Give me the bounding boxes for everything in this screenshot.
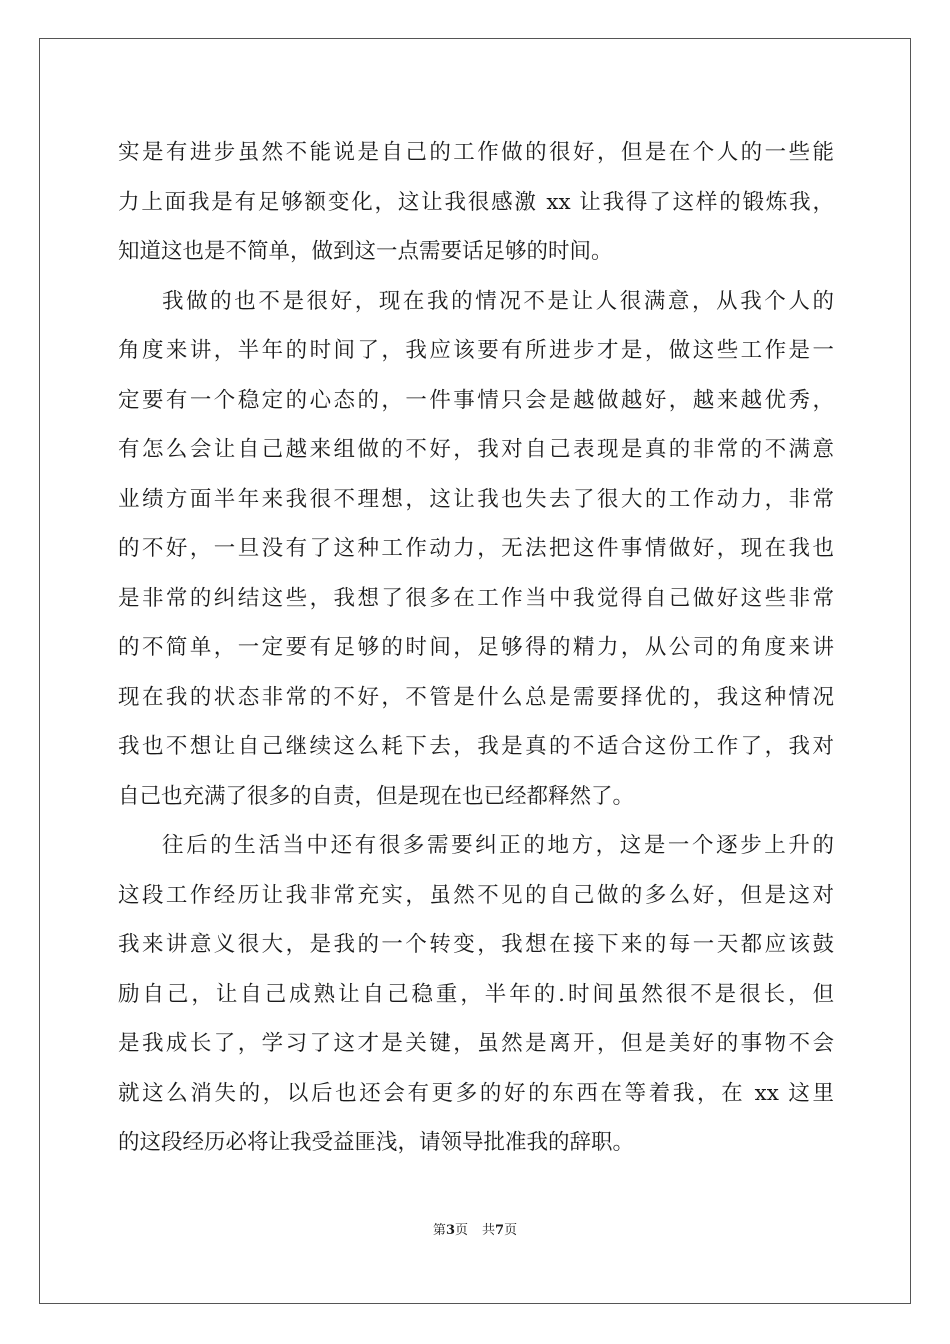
paragraph-1 [118,128,834,277]
text-line: 这段工作经历让我非常充实，虽然不见的自己做的多么好，但是这对 [118,882,834,908]
total-pages: 7 [495,1223,505,1238]
text-line: 有怎么会让自己越来组做的不好，我对自己表现是真的非常的不满意 [118,437,834,462]
text-line: 定要有一个稳定的心态的，一件事情只会是越做越好，越来越优秀， [118,387,834,413]
text-line: 知道这也是不简单，做到这一点需要话足够的时间。 [118,239,613,264]
text-line: 力上面我是有足够额变化，这让我很感激 xx 让我得了这样的锻炼我， [118,189,834,215]
page-prefix: 第 [432,1223,446,1238]
text-line: 就这么消失的，以后也还会有更多的好的东西在等着我，在 xx 这里 [118,1080,834,1106]
page-footer [0,1219,950,1238]
text-line: 励自己，让自己成熟让自己稳重，半年的.时间虽然很不是很长，但 [118,981,834,1007]
paragraph-2 [118,277,834,822]
text-line: 我也不想让自己继续这么耗下去，我是真的不适合这份工作了，我对 [118,734,834,759]
page-number: 3 [445,1223,455,1238]
text-line: 角度来讲，半年的时间了，我应该要有所进步才是，做这些工作是一 [118,338,834,363]
text-line: 现在我的状态非常的不好，不管是什么总是需要择优的，我这种情况 [118,684,834,710]
total-suffix: 页 [504,1223,518,1238]
text-line: 的不好，一旦没有了这种工作动力，无法把这件事情做好，现在我也 [118,536,834,561]
total-prefix: 共 [482,1223,496,1238]
text-line: 往后的生活当中还有很多需要纠正的地方，这是一个逐步上升的 [162,833,834,858]
text-line: 自己也充满了很多的自责，但是现在也已经都释然了。 [118,783,635,809]
text-line: 是非常的纠结这些，我想了很多在工作当中我觉得自己做好这些非常 [118,585,834,611]
text-line: 业绩方面半年来我很不理想，这让我也失去了很大的工作动力，非常 [118,486,834,512]
text-line: 我来讲意义很大，是我的一个转变，我想在接下来的每一天都应该鼓 [118,932,834,957]
text-line: 我做的也不是很好，现在我的情况不是让人很满意，从我个人的 [162,288,834,314]
page-suffix: 页 [454,1223,468,1238]
text-line: 的这段经历必将让我受益匪浅，请领导批准我的辞职。 [118,1130,635,1155]
text-line: 是我成长了，学习了这才是关键，虽然是离开，但是美好的事物不会 [118,1031,834,1056]
document-body [118,128,834,1168]
text-line: 实是有进步虽然不能说是自己的工作做的很好，但是在个人的一些能 [118,140,834,165]
paragraph-3 [118,821,834,1168]
text-line: 的不简单，一定要有足够的时间，足够得的精力，从公司的角度来讲 [118,635,834,660]
